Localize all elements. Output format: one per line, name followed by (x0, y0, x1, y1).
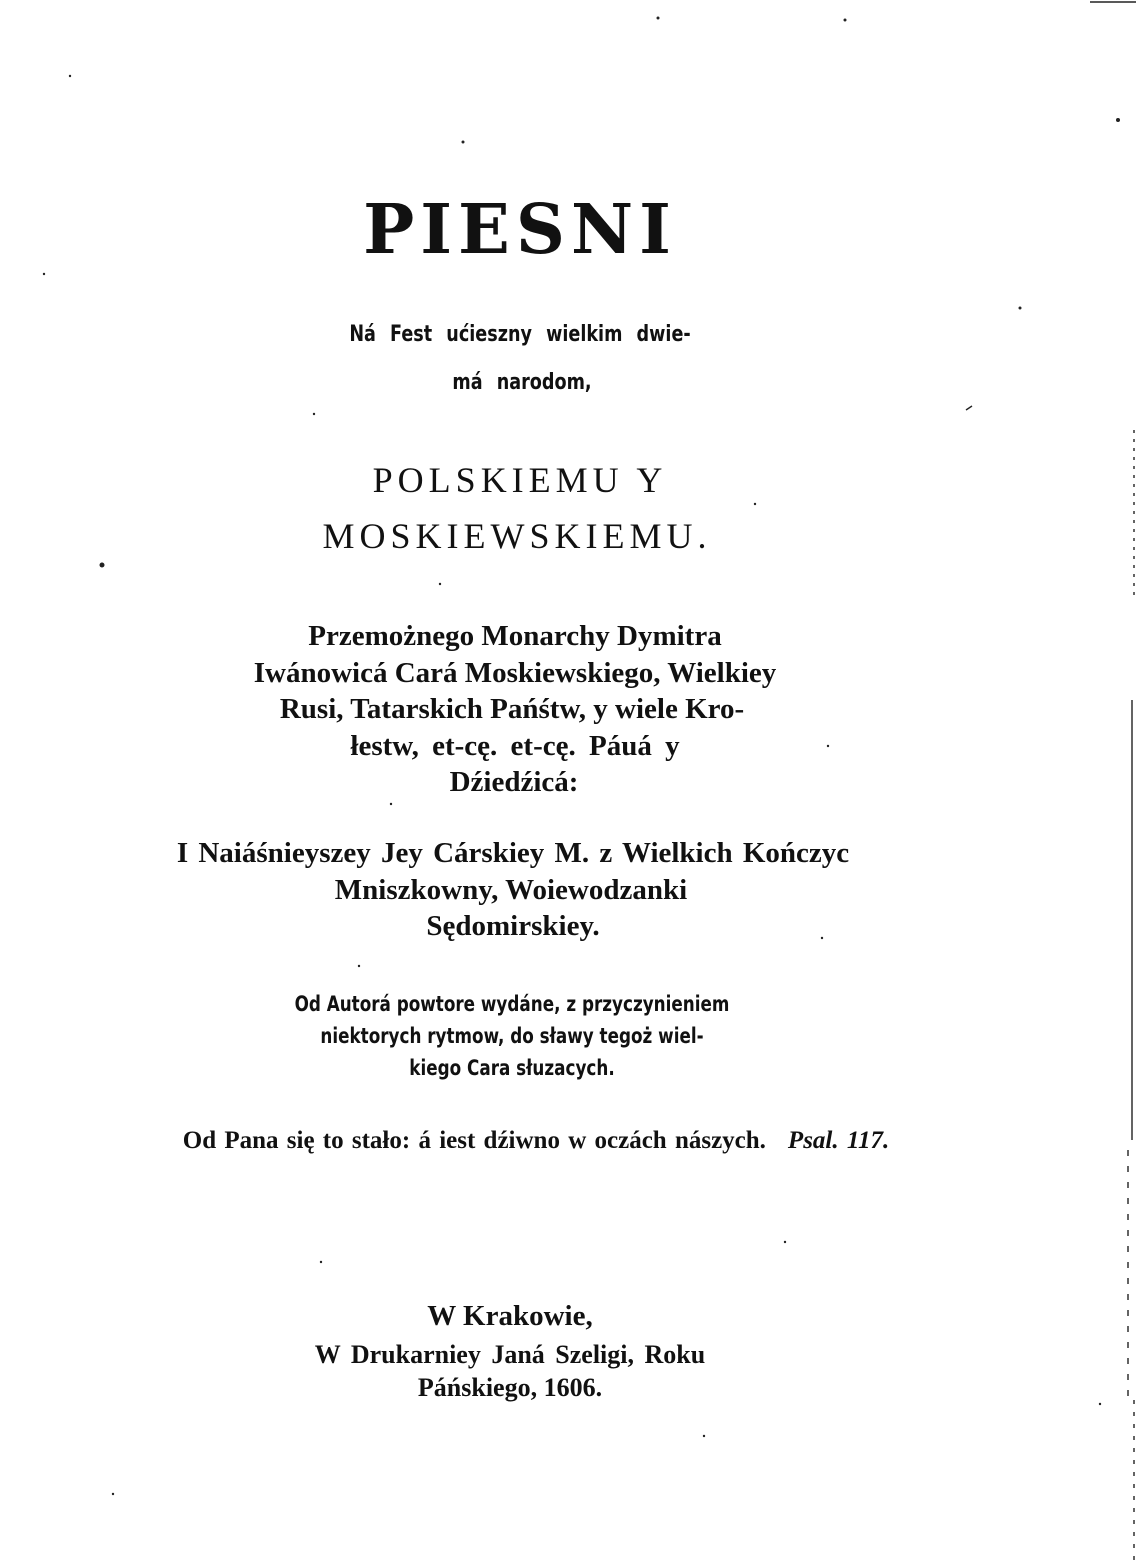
motto-reference: Psal. 117. (787, 1127, 890, 1154)
dedication-monarch-line: Iwánowicá Cará Moskiewskiego, Wielkiey (253, 657, 777, 689)
edition-note-line: niektorych rytmow, do sławy tegoż wiel- (320, 1024, 704, 1048)
imprint-year: Páńskiego, 1606. (417, 1373, 603, 1402)
dedication-monarch-line: Dźiedźicá: (449, 766, 579, 798)
edition-note-line: Od Autorá powtore wydáne, z przyczynieniem (294, 992, 730, 1016)
dedication-tsarina-line: Mniszkowny, Woiewodzanki (334, 874, 688, 906)
dedication-monarch-line: Rusi, Tatarskich Pańśtw, y wiele Kro- (279, 693, 745, 725)
nations-line-2: MOSKIEWSKIEMU. (322, 516, 712, 556)
dedication-monarch-line: Przemożnego Monarchy Dymitra (308, 620, 722, 652)
motto-text: Od Pana się to stało: á iest dźiwno w oczách nászych. (182, 1127, 766, 1154)
dedication-monarch-line: łestw, et-cę. et-cę. Páuá y (350, 730, 680, 762)
page-title: PIESNI (363, 190, 677, 270)
subtitle-line-2: má narodom, (452, 370, 592, 395)
dedication-tsarina-line: Sędomirskiey. (426, 910, 600, 942)
motto (0, 1128, 1106, 1153)
nations-line-1: POLSKIEMU Y (372, 460, 668, 500)
dedication-tsarina-line: I Naiáśnieyszey Jey Cárskiey M. z Wielkich Kończyc (176, 837, 850, 869)
edition-note-line: kiego Cara słuzacych. (409, 1056, 615, 1080)
imprint-place: W Krakowie, (427, 1300, 593, 1332)
subtitle-line-1: Ná Fest ućieszny wielkim dwie- (349, 322, 691, 347)
imprint-printer: W Drukarniey Janá Szeligi, Roku (314, 1340, 706, 1369)
